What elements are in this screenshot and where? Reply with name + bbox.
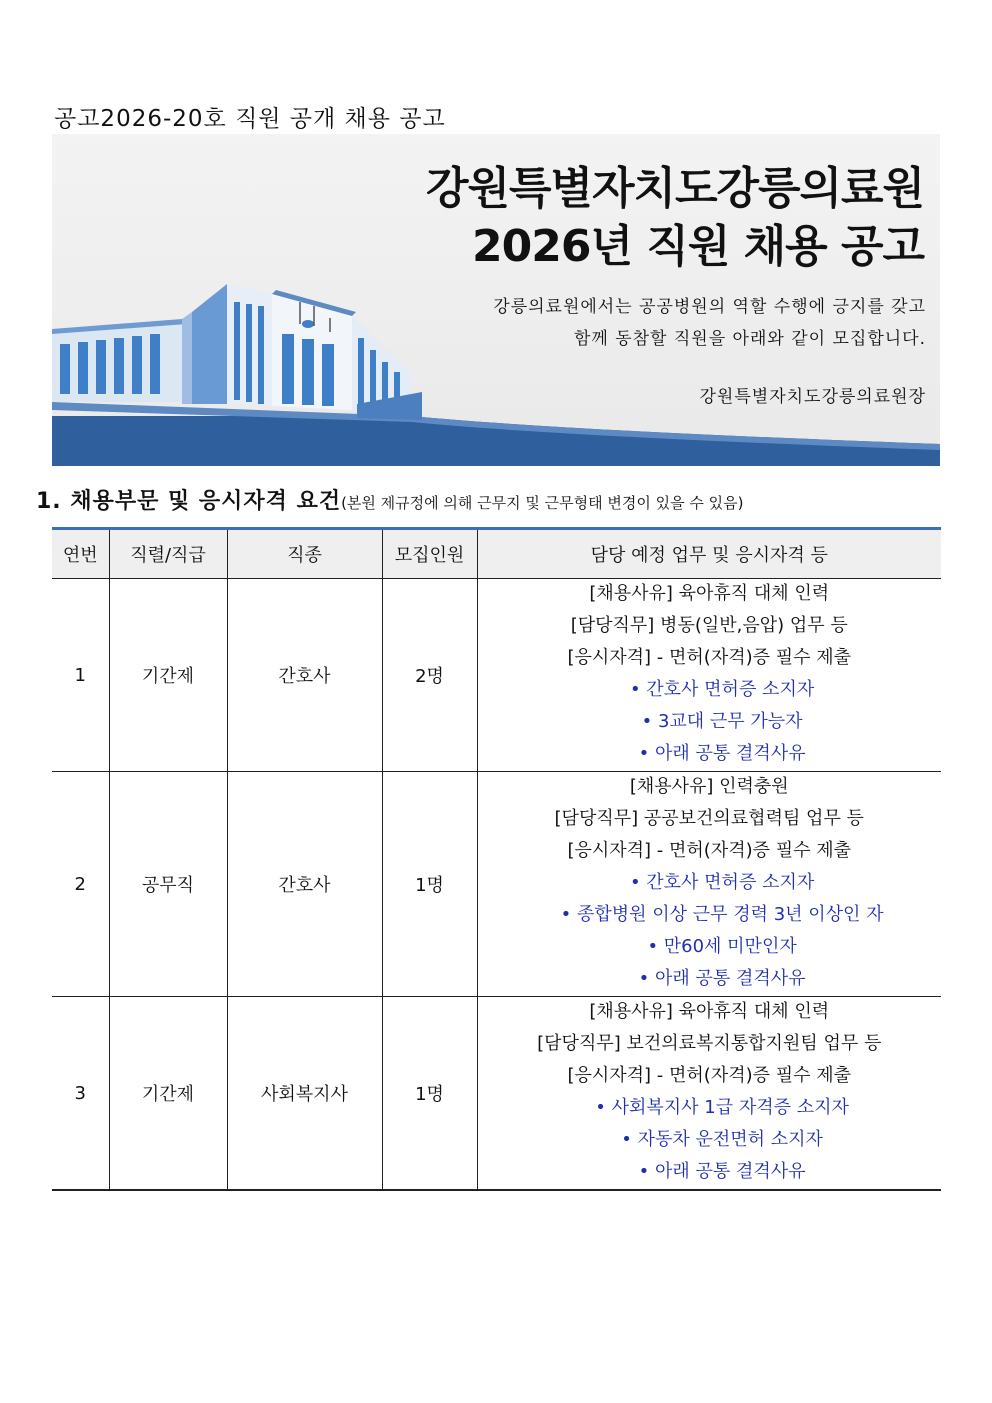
qualification-item: • 3교대 근무 가능자: [478, 707, 942, 739]
qualification-item: • 종합병원 이상 근무 경력 3년 이상인 자: [478, 900, 942, 932]
header-no: 연번: [52, 529, 109, 579]
section-title-text: 1. 채용부문 및 응시자격 요건: [36, 489, 342, 514]
duty-line: [응시자격] - 면허(자격)증 필수 제출: [567, 647, 851, 668]
row-job: 사회복지사: [227, 997, 382, 1191]
row-count: 2명: [382, 579, 477, 772]
section-note: (본원 제규정에 의해 근무지 및 근무형태 변경이 있을 수 있음): [341, 494, 744, 512]
table-row: [52, 997, 941, 1191]
bullet-icon: •: [638, 1161, 650, 1182]
banner: [52, 134, 940, 466]
row-no: 1: [52, 579, 109, 772]
bullet-icon: •: [647, 936, 659, 957]
table-row: [52, 579, 941, 772]
bullet-icon: •: [560, 904, 572, 925]
row-duty: [477, 579, 941, 772]
qualification-item: • 간호사 면허증 소지자: [478, 868, 942, 900]
qualification-item: • 아래 공통 결격사유: [478, 739, 942, 771]
duty-line: [응시자격] - 면허(자격)증 필수 제출: [567, 840, 851, 861]
notice-number: 공고2026-20호 직원 공개 채용 공고: [54, 106, 446, 132]
duty-line: [담당직무] 보건의료복지통합지원팀 업무 등: [537, 1033, 882, 1054]
qualification-item: • 간호사 면허증 소지자: [478, 675, 942, 707]
header-grade: 직렬/직급: [109, 529, 227, 579]
table-header-row: [52, 529, 941, 579]
bullet-icon: •: [638, 743, 650, 764]
banner-title-line1: 강원특별자치도강릉의료원: [425, 163, 924, 214]
qualification-item: • 아래 공통 결격사유: [478, 964, 942, 996]
row-duty: [477, 772, 941, 997]
duty-line: [담당직무] 공공보건의료협력팀 업무 등: [554, 808, 864, 829]
row-grade: 기간제: [109, 997, 227, 1191]
row-grade: 공무직: [109, 772, 227, 997]
row-no: 2: [52, 772, 109, 997]
bullet-icon: •: [595, 1097, 606, 1118]
duty-line: [채용사유] 육아휴직 대체 인력: [589, 1001, 830, 1022]
duty-line: [채용사유] 육아휴직 대체 인력: [589, 583, 830, 604]
recruitment-table: [52, 527, 941, 1191]
signer: 강원특별자치도강릉의료원장: [699, 387, 926, 407]
banner-description-line2: 함께 동참할 직원을 아래와 같이 모집합니다.: [573, 329, 926, 349]
row-count: 1명: [382, 997, 477, 1191]
bullet-icon: •: [629, 872, 641, 893]
banner-title-line2: 2026년 직원 채용 공고: [472, 221, 924, 272]
qualification-item: • 자동차 운전면허 소지자: [478, 1125, 942, 1157]
qualification-item: • 사회복지사 1급 자격증 소지자: [478, 1093, 942, 1125]
banner-description-line1: 강릉의료원에서는 공공병원의 역할 수행에 긍지를 갖고: [493, 297, 926, 317]
bullet-icon: •: [629, 679, 641, 700]
row-duty: [477, 997, 941, 1191]
duty-line: [담당직무] 병동(일반,음압) 업무 등: [570, 615, 848, 636]
header-duty: 담당 예정 업무 및 응시자격 등: [477, 529, 941, 579]
bullet-icon: •: [621, 1129, 632, 1150]
qualification-item: • 아래 공통 결격사유: [478, 1157, 942, 1189]
bullet-icon: •: [641, 711, 653, 732]
row-count: 1명: [382, 772, 477, 997]
duty-line: [응시자격] - 면허(자격)증 필수 제출: [567, 1065, 851, 1086]
qualification-item: • 만60세 미만인자: [478, 932, 942, 964]
row-job: 간호사: [227, 772, 382, 997]
row-job: 간호사: [227, 579, 382, 772]
section-title: [36, 484, 743, 515]
header-count: 모집인원: [382, 529, 477, 579]
bullet-icon: •: [638, 968, 650, 989]
duty-line: [채용사유] 인력충원: [629, 776, 789, 797]
row-grade: 기간제: [109, 579, 227, 772]
header-job: 직종: [227, 529, 382, 579]
row-no: 3: [52, 997, 109, 1191]
table-row: [52, 772, 941, 997]
